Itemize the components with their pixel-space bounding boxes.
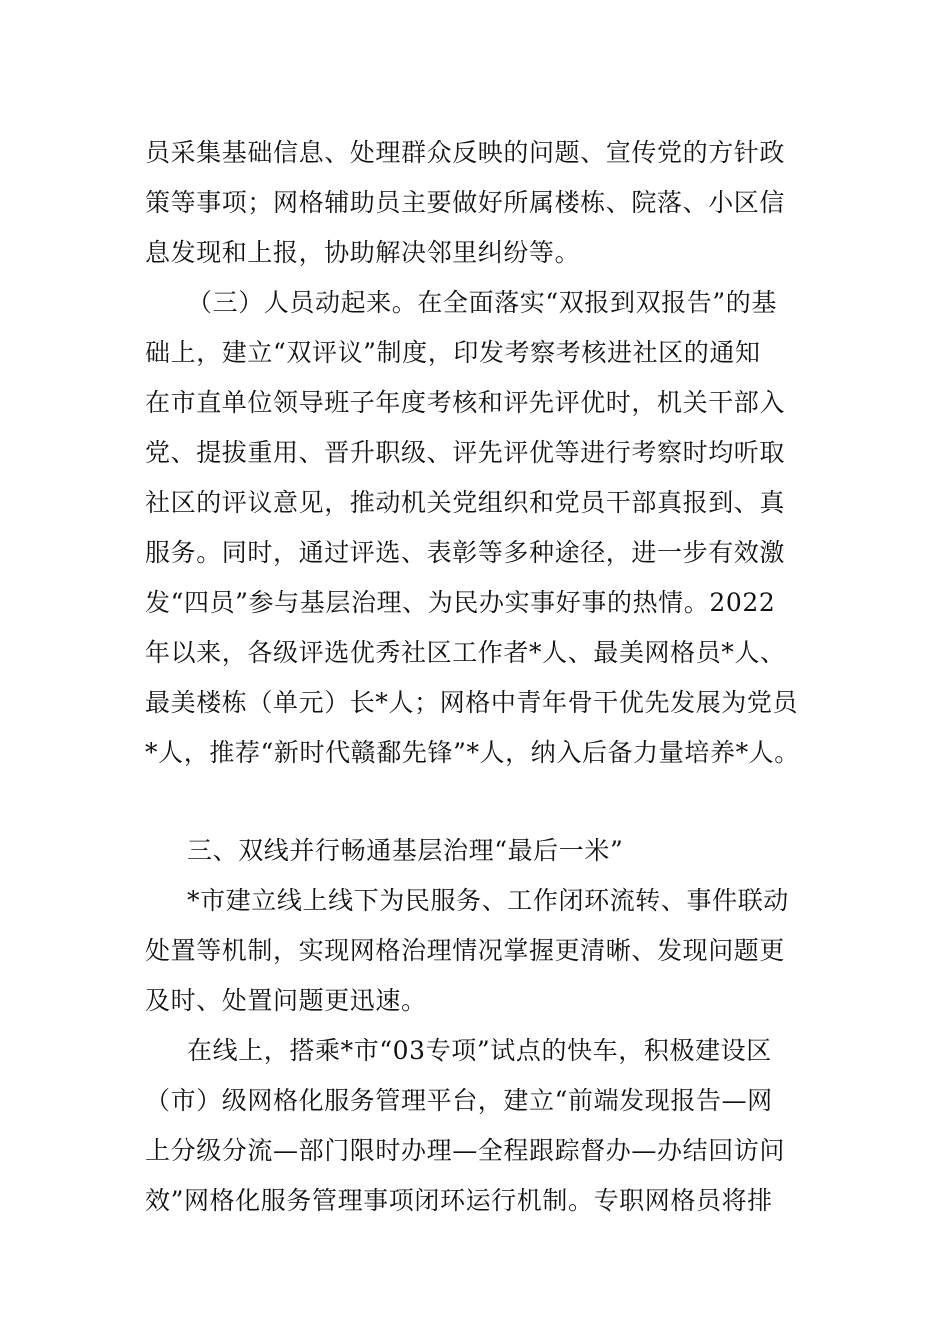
body-text-line: 党、提拔重用、晋升职级、评先评优等进行考察时均听取 xyxy=(145,438,786,467)
body-text-line: 发“四员”参与基层治理、为民办实事好事的热情。2022 xyxy=(145,588,776,617)
body-text-line: 年以来，各级评选优秀社区工作者*人、最美网格员*人、 xyxy=(145,638,786,667)
paragraph-first-line: *市建立线上线下为民服务、工作闭环流转、事件联动 xyxy=(187,886,789,915)
body-text-line: 在市直单位领导班子年度考核和评先评优时，机关干部入 xyxy=(145,388,786,417)
body-text-line: 上分级分流—部门限时办理—全程跟踪督办—办结回访问 xyxy=(145,1136,786,1165)
body-text-line: 息发现和上报，协助解决邻里纠纷等。 xyxy=(145,238,581,267)
body-text-line: *人，推荐“新时代赣鄱先锋”*人，纳入后备力量培养*人。 xyxy=(145,738,800,767)
body-text-line: 员采集基础信息、处理群众反映的问题、宣传党的方针政 xyxy=(145,138,786,167)
body-text-line: 服务。同时，通过评选、表彰等多种途径，进一步有效激 xyxy=(145,538,786,567)
body-text-line: 社区的评议意见，推动机关党组织和党员干部真报到、真 xyxy=(145,488,786,517)
body-text-line: 处置等机制，实现网格治理情况掌握更清晰、发现问题更 xyxy=(145,936,786,965)
body-text-line: 及时、处置问题更迅速。 xyxy=(145,986,427,1015)
section-heading-3: （三）人员动起来。在全面落实“双报到双报告”的基 xyxy=(187,288,777,317)
body-text-line: 策等事项；网格辅助员主要做好所属楼栋、院落、小区信 xyxy=(145,188,786,217)
paragraph-first-line: 在线上，搭乘*市“03专项”试点的快车，积极建设区 xyxy=(187,1036,772,1065)
body-text-line: （市）级网格化服务管理平台，建立“前端发现报告—网 xyxy=(145,1086,773,1115)
body-text-line: 最美楼栋（单元）长*人；网格中青年骨干优先发展为党员 xyxy=(145,688,799,717)
chapter-heading: 三、双线并行畅通基层治理“最后一米” xyxy=(187,836,624,865)
body-text-line: 础上，建立“双评议”制度，印发考察考核进社区的通知 xyxy=(145,338,761,367)
body-text-line: 效”网格化服务管理事项闭环运行机制。专职网格员将排 xyxy=(145,1186,773,1215)
